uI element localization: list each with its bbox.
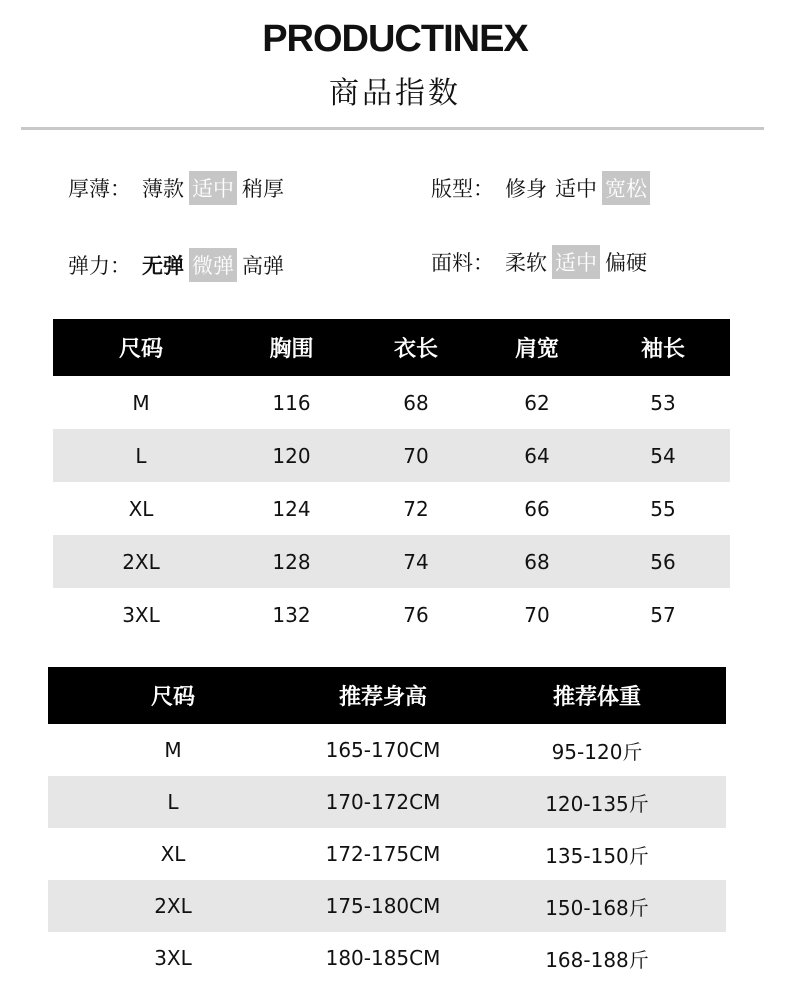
- cell: 64: [478, 429, 596, 482]
- table-row: [48, 828, 726, 880]
- cell: 168-188斤: [545, 947, 649, 972]
- size-table: [53, 319, 730, 641]
- attr-label: 面料：: [431, 251, 494, 275]
- cell: 56: [596, 535, 730, 588]
- cell: 68: [478, 535, 596, 588]
- attr-option: 偏硬: [605, 251, 647, 275]
- col-header-length: 衣长: [354, 319, 478, 376]
- cell: 180-185CM: [325, 946, 441, 970]
- col-header-size: 尺码: [48, 667, 298, 724]
- table-header-row: [48, 667, 726, 724]
- cell: 68: [403, 390, 429, 415]
- attr-label: 版型：: [431, 177, 494, 201]
- table-row: [48, 776, 726, 828]
- cell: 175-180CM: [298, 880, 468, 932]
- cell: L: [48, 776, 298, 828]
- cell: 76: [403, 602, 429, 627]
- fit-table: [48, 667, 726, 984]
- page-subtitle: 商品指数: [329, 76, 461, 111]
- cell: 128: [229, 535, 354, 588]
- table-row: [53, 376, 730, 429]
- table-row: [53, 482, 730, 535]
- attr-thickness: [68, 171, 289, 205]
- table-row: [53, 588, 730, 641]
- cell: 170-172CM: [298, 776, 468, 828]
- table-header-row: [53, 319, 730, 376]
- table-row: [48, 880, 726, 932]
- cell: 3XL: [154, 946, 192, 970]
- col-header-chest: 胸围: [229, 319, 354, 376]
- attr-fit: [431, 171, 652, 205]
- cell: 135-150斤: [545, 843, 649, 868]
- table-row: [53, 429, 730, 482]
- cell: 120-135斤: [468, 776, 726, 828]
- cell: 2XL: [53, 535, 229, 588]
- attr-option-selected: 适中: [189, 171, 237, 205]
- attr-option: 柔软: [505, 251, 547, 275]
- page-title: PRODUCTINEX: [262, 18, 528, 60]
- col-header-weight: 推荐体重: [468, 667, 726, 724]
- cell: 165-170CM: [325, 738, 441, 762]
- col-header-size: 尺码: [53, 319, 229, 376]
- cell: 132: [272, 602, 311, 627]
- attr-option-selected: 宽松: [602, 171, 650, 205]
- col-header-sleeve: 袖长: [596, 319, 730, 376]
- table-row: [53, 535, 730, 588]
- col-header-height: 推荐身高: [298, 667, 468, 724]
- attr-elasticity: [68, 248, 289, 282]
- cell: M: [164, 738, 182, 762]
- attr-option: 修身: [505, 177, 547, 201]
- divider: [21, 127, 764, 130]
- attr-option: 适中: [555, 177, 597, 201]
- cell: 120: [229, 429, 354, 482]
- cell: XL: [160, 842, 186, 866]
- attr-label: 弹力：: [68, 254, 131, 278]
- cell: M: [132, 390, 150, 415]
- cell: 3XL: [122, 602, 160, 627]
- table-row: [48, 724, 726, 776]
- cell: 70: [354, 429, 478, 482]
- cell: 150-168斤: [468, 880, 726, 932]
- cell: 72: [403, 496, 429, 521]
- attr-option: 无弹: [142, 254, 184, 278]
- attr-option-selected: 微弹: [189, 248, 237, 282]
- cell: 2XL: [48, 880, 298, 932]
- col-header-shoulder: 肩宽: [478, 319, 596, 376]
- cell: 74: [354, 535, 478, 588]
- cell: XL: [128, 496, 154, 521]
- cell: 57: [650, 602, 676, 627]
- cell: 95-120斤: [551, 739, 643, 764]
- cell: 70: [524, 602, 550, 627]
- attr-option: 薄款: [142, 177, 184, 201]
- cell: 62: [524, 390, 550, 415]
- table-row: [48, 932, 726, 984]
- cell: 124: [272, 496, 311, 521]
- cell: L: [53, 429, 229, 482]
- cell: 54: [596, 429, 730, 482]
- attr-fabric: [431, 245, 652, 279]
- cell: 55: [650, 496, 676, 521]
- attr-label: 厚薄：: [68, 177, 131, 201]
- cell: 116: [272, 390, 311, 415]
- cell: 172-175CM: [325, 842, 441, 866]
- attr-option: 稍厚: [242, 177, 284, 201]
- cell: 66: [524, 496, 550, 521]
- attr-option-selected: 适中: [552, 245, 600, 279]
- attr-option: 高弹: [242, 254, 284, 278]
- cell: 53: [650, 390, 676, 415]
